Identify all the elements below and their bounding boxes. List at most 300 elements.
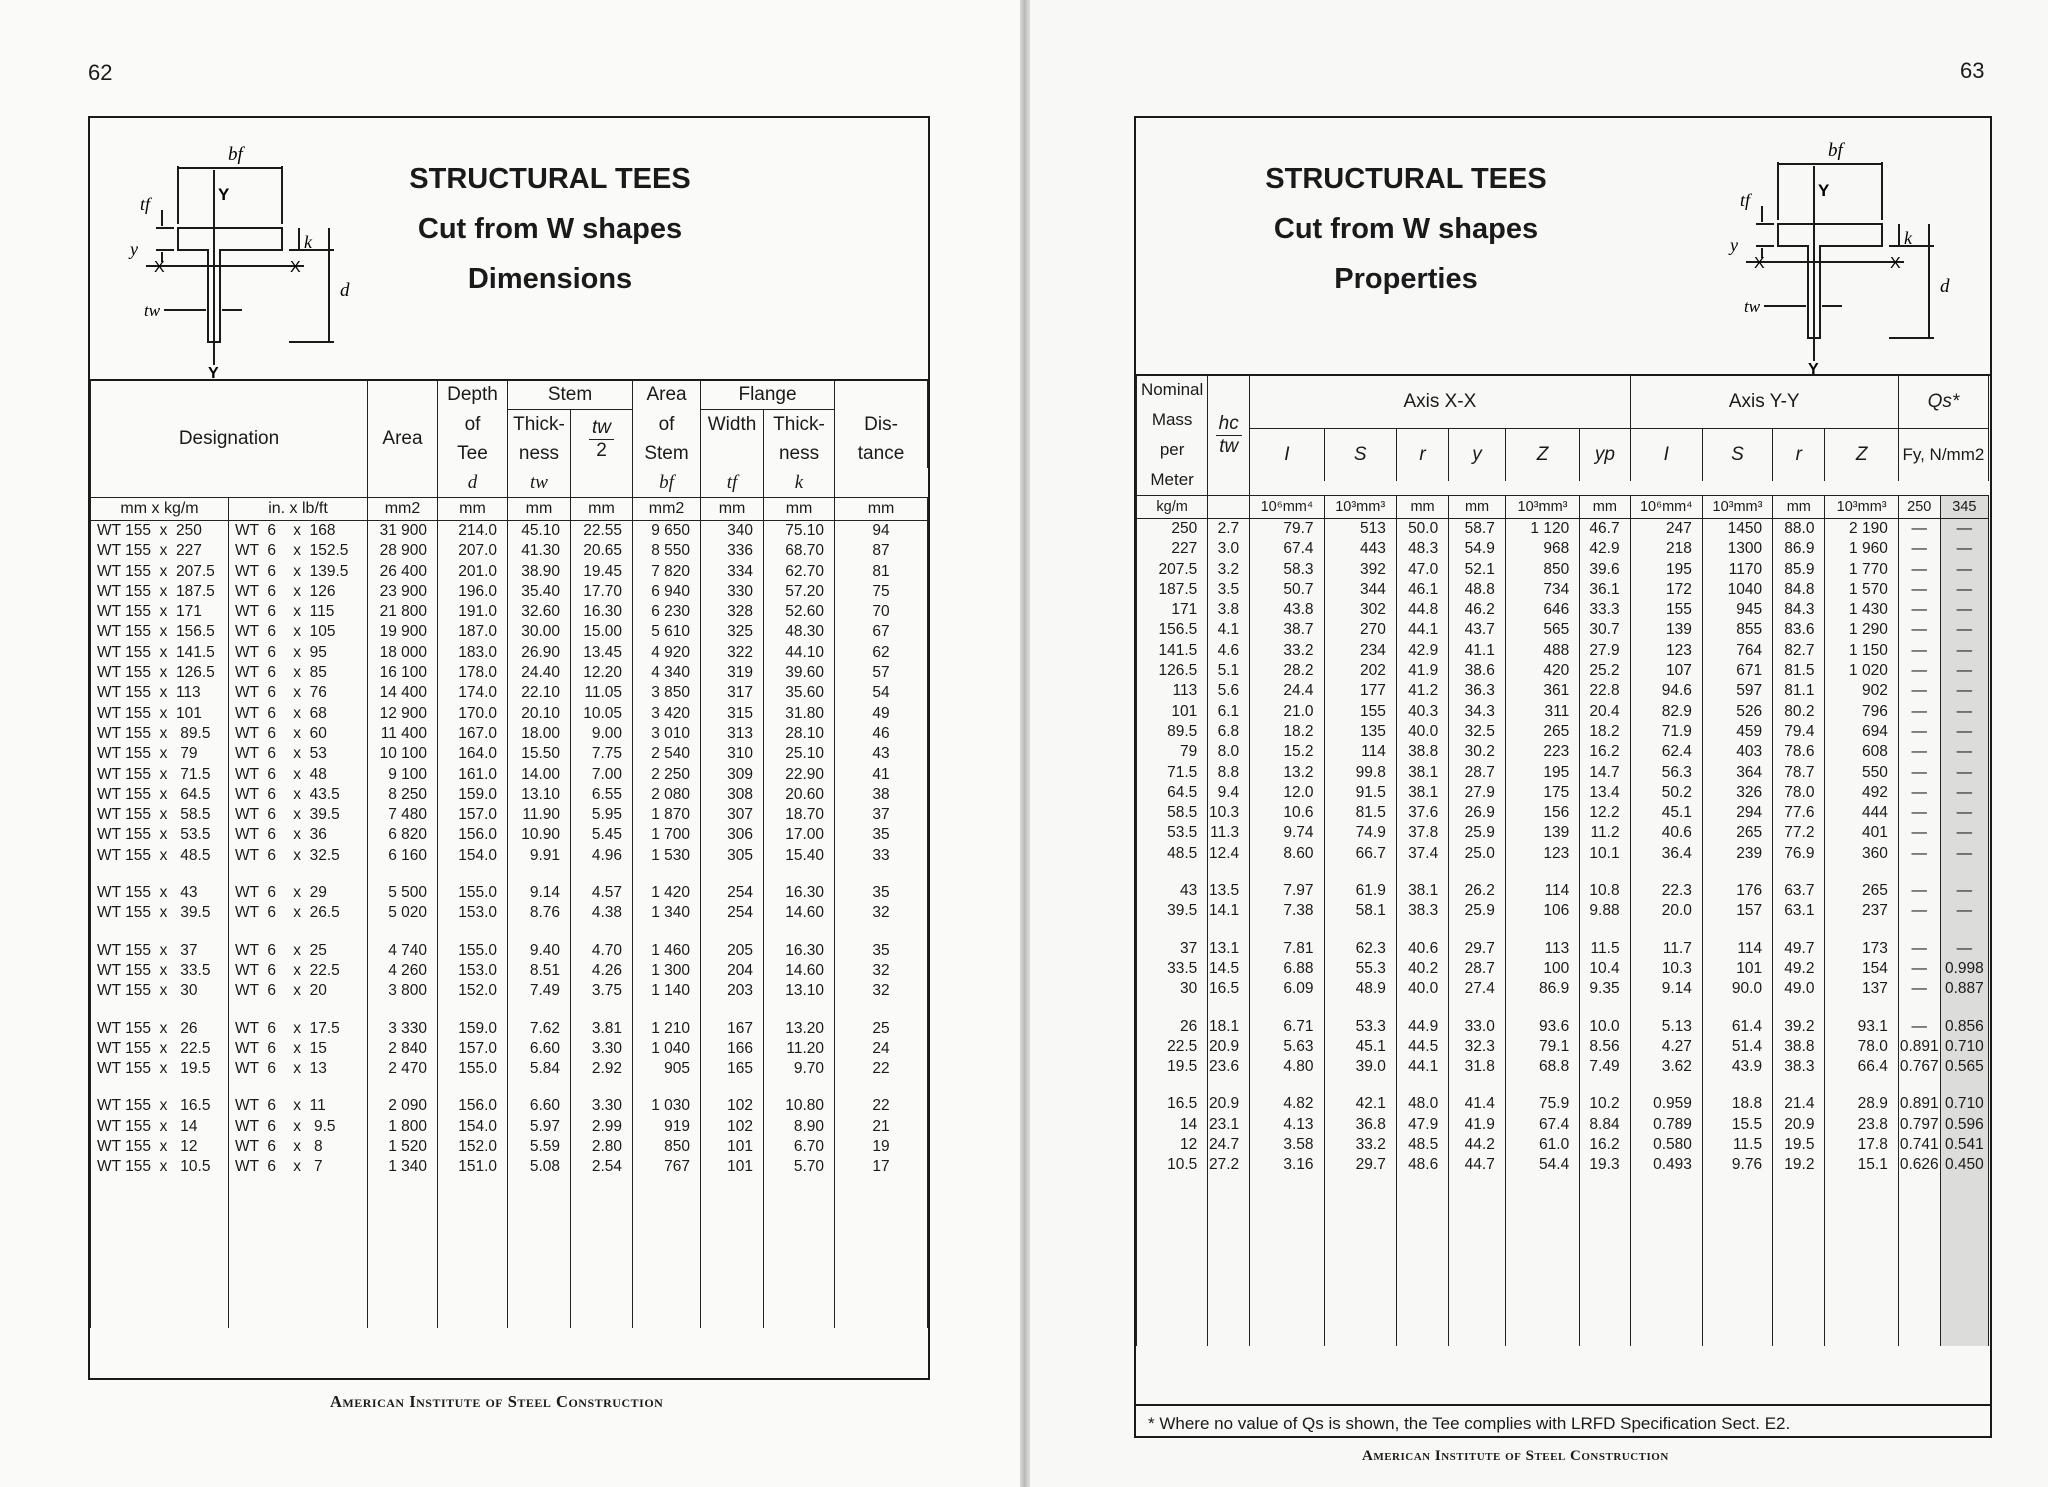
value-cell: 24 xyxy=(835,1039,928,1059)
value-cell: 2 250 xyxy=(633,765,701,785)
designation-cell: WT 155 x 53.5 xyxy=(91,825,229,845)
value-cell: 4 340 xyxy=(633,663,701,683)
distance-header-1: Dis- xyxy=(835,410,928,440)
table-row xyxy=(91,785,928,805)
value-cell: 159.0 xyxy=(438,785,508,805)
area-header: Area xyxy=(368,380,438,498)
value-cell: 12.20 xyxy=(571,663,633,683)
table-row xyxy=(1137,1094,1989,1114)
value-cell: 30.2 xyxy=(1449,742,1506,762)
value-cell: 20.10 xyxy=(508,704,571,724)
tee-section-diagram xyxy=(104,130,364,380)
value-cell: 340 xyxy=(701,521,764,542)
designation-cell: WT 6 x 11 xyxy=(229,1096,368,1116)
value-cell: 8.60 xyxy=(1250,844,1324,864)
value-cell: 79.7 xyxy=(1250,519,1324,540)
value-cell: 3.75 xyxy=(571,981,633,1001)
value-cell: — xyxy=(1898,881,1940,901)
table-row xyxy=(1137,959,1989,979)
value-cell: 31.8 xyxy=(1449,1057,1506,1077)
value-cell: 308 xyxy=(701,785,764,805)
nominal-mass-cell: 126.5 xyxy=(1137,661,1208,681)
nominal-mass-cell: 227 xyxy=(1137,539,1208,559)
nominal-mass-cell: 79 xyxy=(1137,742,1208,762)
value-cell: — xyxy=(1898,702,1940,722)
value-cell: 6 940 xyxy=(633,582,701,602)
value-cell: — xyxy=(1898,539,1940,559)
value-cell: 0.626 xyxy=(1898,1155,1940,1175)
nominal-mass-cell: 141.5 xyxy=(1137,641,1208,661)
value-cell: 1 040 xyxy=(633,1039,701,1059)
value-cell: — xyxy=(1898,560,1940,580)
d-label: d xyxy=(1940,276,1950,297)
value-cell: 905 xyxy=(633,1059,701,1079)
value-cell: 161.0 xyxy=(438,765,508,785)
nominal-mass-cell: 19.5 xyxy=(1137,1057,1208,1077)
value-cell: 47.0 xyxy=(1396,560,1448,580)
value-cell: — xyxy=(1940,519,1988,540)
flange-thickness-header-2: ness xyxy=(764,439,835,468)
value-cell: 94 xyxy=(835,521,928,542)
value-cell: 32 xyxy=(835,961,928,981)
value-cell: — xyxy=(1898,959,1940,979)
value-cell: 796 xyxy=(1825,702,1898,722)
table-row xyxy=(91,903,928,923)
value-cell: 5.08 xyxy=(508,1157,571,1177)
value-cell: 3.62 xyxy=(1630,1057,1702,1077)
unit-cell: mm xyxy=(438,498,508,521)
value-cell: 305 xyxy=(701,846,764,866)
value-cell: — xyxy=(1898,901,1940,921)
y-axis-label-top: Y xyxy=(1818,181,1830,200)
group-spacer xyxy=(91,866,928,883)
value-cell: 183.0 xyxy=(438,643,508,663)
value-cell: 20.60 xyxy=(764,785,835,805)
d-symbol: d xyxy=(438,468,508,498)
value-cell: 223 xyxy=(1505,742,1579,762)
designation-cell: WT 155 x 30 xyxy=(91,981,229,1001)
value-cell: — xyxy=(1940,580,1988,600)
nominal-mass-cell: 10.5 xyxy=(1137,1155,1208,1175)
value-cell: 101 xyxy=(1702,959,1772,979)
value-cell: 0.797 xyxy=(1898,1115,1940,1135)
value-cell: 170.0 xyxy=(438,704,508,724)
value-cell: 46 xyxy=(835,724,928,744)
value-cell: 43.8 xyxy=(1250,600,1324,620)
table-filler xyxy=(91,1178,928,1328)
designation-cell: WT 155 x 48.5 xyxy=(91,846,229,866)
value-cell: 6 160 xyxy=(368,846,438,866)
value-cell: 361 xyxy=(1505,681,1579,701)
value-cell: 44.1 xyxy=(1396,620,1448,640)
value-cell: 37.8 xyxy=(1396,823,1448,843)
value-cell: 11.3 xyxy=(1208,823,1250,843)
flange-width-header: Width xyxy=(701,410,764,440)
value-cell: 13.5 xyxy=(1208,881,1250,901)
table-row xyxy=(1137,539,1989,559)
value-cell: 3 010 xyxy=(633,724,701,744)
value-cell: 139 xyxy=(1505,823,1579,843)
value-cell: 4.26 xyxy=(571,961,633,981)
designation-cell: WT 6 x 126 xyxy=(229,582,368,602)
value-cell: 91.5 xyxy=(1324,783,1396,803)
designation-cell: WT 6 x 9.5 xyxy=(229,1117,368,1137)
value-cell: — xyxy=(1940,600,1988,620)
group-spacer xyxy=(91,1002,928,1019)
value-cell: 5.97 xyxy=(508,1117,571,1137)
value-cell: 82.7 xyxy=(1773,641,1825,661)
value-cell: 15.2 xyxy=(1250,742,1324,762)
group-spacer xyxy=(91,924,928,941)
value-cell: 66.7 xyxy=(1324,844,1396,864)
stem-thickness-header: Thick- xyxy=(508,410,571,440)
designation-cell: WT 155 x 12 xyxy=(91,1137,229,1157)
value-cell: 27.9 xyxy=(1580,641,1630,661)
value-cell: 13.10 xyxy=(764,981,835,1001)
designation-cell: WT 155 x 187.5 xyxy=(91,582,229,602)
value-cell: 154.0 xyxy=(438,846,508,866)
value-cell: 28 900 xyxy=(368,541,438,561)
value-cell: 22 xyxy=(835,1096,928,1116)
value-cell: 26.2 xyxy=(1449,881,1506,901)
unit-cell: mm2 xyxy=(368,498,438,521)
value-cell: 10.4 xyxy=(1580,959,1630,979)
table-row xyxy=(91,643,928,663)
value-cell: 71.9 xyxy=(1630,722,1702,742)
value-cell: 0.891 xyxy=(1898,1094,1940,1114)
value-cell: 93.1 xyxy=(1825,1017,1898,1037)
value-cell: 608 xyxy=(1825,742,1898,762)
value-cell: 968 xyxy=(1505,539,1579,559)
axis-xx-col-Z: Z xyxy=(1505,428,1579,481)
table-row xyxy=(91,582,928,602)
designation-cell: WT 6 x 95 xyxy=(229,643,368,663)
value-cell: 5.6 xyxy=(1208,681,1250,701)
value-cell: 11.20 xyxy=(764,1039,835,1059)
value-cell: 151.0 xyxy=(438,1157,508,1177)
value-cell: 3.58 xyxy=(1250,1135,1324,1155)
value-cell: 38.8 xyxy=(1396,742,1448,762)
value-cell: 154.0 xyxy=(438,1117,508,1137)
value-cell: 77.2 xyxy=(1773,823,1825,843)
value-cell: 1 430 xyxy=(1825,600,1898,620)
value-cell: 38.1 xyxy=(1396,763,1448,783)
page-section: Dimensions xyxy=(467,263,633,295)
page-subtitle: Cut from W shapes xyxy=(1273,213,1539,245)
table-row xyxy=(1137,722,1989,742)
table-row xyxy=(91,1039,928,1059)
value-cell: 123 xyxy=(1505,844,1579,864)
value-cell: 13.2 xyxy=(1250,763,1324,783)
value-cell: 1 700 xyxy=(633,825,701,845)
unit-cell: 345 xyxy=(1940,496,1988,519)
value-cell: 4.1 xyxy=(1208,620,1250,640)
value-cell: 87 xyxy=(835,541,928,561)
axis-yy-col-S: S xyxy=(1702,428,1772,481)
value-cell: 14.00 xyxy=(508,765,571,785)
designation-cell: WT 6 x 152.5 xyxy=(229,541,368,561)
value-cell: 565 xyxy=(1505,620,1579,640)
value-cell: 32 xyxy=(835,981,928,1001)
value-cell: 195 xyxy=(1505,763,1579,783)
value-cell: — xyxy=(1940,641,1988,661)
value-cell: 945 xyxy=(1702,600,1772,620)
x-axis-label-left: X xyxy=(1754,255,1765,272)
value-cell: 167 xyxy=(701,1019,764,1039)
value-cell: 23.8 xyxy=(1825,1115,1898,1135)
value-cell: 58.1 xyxy=(1324,901,1396,921)
value-cell: 35 xyxy=(835,883,928,903)
value-cell: 20.0 xyxy=(1630,901,1702,921)
nominal-mass-cell: 37 xyxy=(1137,939,1208,959)
value-cell: 46.7 xyxy=(1580,519,1630,540)
value-cell: 202 xyxy=(1324,661,1396,681)
value-cell: 154 xyxy=(1825,959,1898,979)
value-cell: 81 xyxy=(835,562,928,582)
value-cell: 9.00 xyxy=(571,724,633,744)
unit-cell: mm xyxy=(1580,496,1630,519)
k-label: k xyxy=(1904,228,1912,248)
value-cell: 85.9 xyxy=(1773,560,1825,580)
designation-cell: WT 155 x 207.5 xyxy=(91,562,229,582)
value-cell: 172 xyxy=(1630,580,1702,600)
value-cell: 39.2 xyxy=(1773,1017,1825,1037)
value-cell: 1 770 xyxy=(1825,560,1898,580)
value-cell: 48.9 xyxy=(1324,979,1396,999)
value-cell: 17.70 xyxy=(571,582,633,602)
value-cell: 50.2 xyxy=(1630,783,1702,803)
value-cell: 201.0 xyxy=(438,562,508,582)
value-cell: 1 420 xyxy=(633,883,701,903)
value-cell: 155 xyxy=(1630,600,1702,620)
designation-cell: WT 6 x 13 xyxy=(229,1059,368,1079)
unit-cell: kg/m xyxy=(1137,496,1208,519)
value-cell: 48.8 xyxy=(1449,580,1506,600)
value-cell: 41.2 xyxy=(1396,681,1448,701)
designation-cell: WT 6 x 17.5 xyxy=(229,1019,368,1039)
value-cell: — xyxy=(1898,783,1940,803)
value-cell: 1 030 xyxy=(633,1096,701,1116)
axis-xx-col-S: S xyxy=(1324,428,1396,481)
value-cell: 29.7 xyxy=(1324,1155,1396,1175)
table-row xyxy=(1137,1037,1989,1057)
value-cell: 16.5 xyxy=(1208,979,1250,999)
unit-cell: mm xyxy=(764,498,835,521)
value-cell: 5.84 xyxy=(508,1059,571,1079)
value-cell: 336 xyxy=(701,541,764,561)
value-cell: 37.4 xyxy=(1396,844,1448,864)
value-cell: 173 xyxy=(1825,939,1898,959)
value-cell: 12.0 xyxy=(1250,783,1324,803)
value-cell: 513 xyxy=(1324,519,1396,540)
value-cell: 44.1 xyxy=(1396,1057,1448,1077)
table-row xyxy=(91,846,928,866)
nominal-mass-cell: 207.5 xyxy=(1137,560,1208,580)
nominal-mass-cell: 22.5 xyxy=(1137,1037,1208,1057)
value-cell: 58.3 xyxy=(1250,560,1324,580)
depth-header-3: Tee xyxy=(438,439,508,468)
nominal-mass-cell: 187.5 xyxy=(1137,580,1208,600)
y-axis-label-top: Y xyxy=(218,185,230,204)
table-row xyxy=(1137,600,1989,620)
value-cell: 4 740 xyxy=(368,941,438,961)
value-cell: 107 xyxy=(1630,661,1702,681)
value-cell: — xyxy=(1898,979,1940,999)
value-cell: 18.8 xyxy=(1702,1094,1772,1114)
value-cell: 38.1 xyxy=(1396,881,1448,901)
value-cell: 204 xyxy=(701,961,764,981)
value-cell: 14.60 xyxy=(764,903,835,923)
blank xyxy=(701,439,764,468)
d-label: d xyxy=(340,280,350,301)
value-cell: 5.59 xyxy=(508,1137,571,1157)
value-cell: 2.92 xyxy=(571,1059,633,1079)
value-cell: 3.16 xyxy=(1250,1155,1324,1175)
value-cell: 9.88 xyxy=(1580,901,1630,921)
group-spacer xyxy=(1137,1000,1989,1017)
value-cell: 5.63 xyxy=(1250,1037,1324,1057)
value-cell: 44.5 xyxy=(1396,1037,1448,1057)
axis-xx-col-I: I xyxy=(1250,428,1324,481)
value-cell: 902 xyxy=(1825,681,1898,701)
value-cell: 174.0 xyxy=(438,683,508,703)
value-cell: 191.0 xyxy=(438,602,508,622)
value-cell: 9.91 xyxy=(508,846,571,866)
value-cell: 61.4 xyxy=(1702,1017,1772,1037)
value-cell: 0.767 xyxy=(1898,1057,1940,1077)
value-cell: 20.9 xyxy=(1208,1037,1250,1057)
table-row xyxy=(91,541,928,561)
value-cell: 313 xyxy=(701,724,764,744)
value-cell: 13.10 xyxy=(508,785,571,805)
value-cell: 17 xyxy=(835,1157,928,1177)
table-row xyxy=(91,622,928,642)
value-cell: 10.3 xyxy=(1208,803,1250,823)
designation-cell: WT 155 x 10.5 xyxy=(91,1157,229,1177)
value-cell: 33.3 xyxy=(1580,600,1630,620)
designation-cell: WT 6 x 25 xyxy=(229,941,368,961)
value-cell: 55.3 xyxy=(1324,959,1396,979)
value-cell: 156.0 xyxy=(438,1096,508,1116)
value-cell: 492 xyxy=(1825,783,1898,803)
value-cell: 459 xyxy=(1702,722,1772,742)
value-cell: 9.76 xyxy=(1702,1155,1772,1175)
value-cell: 2 090 xyxy=(368,1096,438,1116)
designation-cell: WT 6 x 32.5 xyxy=(229,846,368,866)
value-cell: 5.70 xyxy=(764,1157,835,1177)
value-cell: 114 xyxy=(1505,881,1579,901)
fy-header: Fy, N/mm2 xyxy=(1898,428,1988,481)
value-cell: 32.60 xyxy=(508,602,571,622)
value-cell: 311 xyxy=(1505,702,1579,722)
value-cell: 157.0 xyxy=(438,1039,508,1059)
value-cell: 50.7 xyxy=(1250,580,1324,600)
value-cell: 364 xyxy=(1702,763,1772,783)
value-cell: 30.7 xyxy=(1580,620,1630,640)
value-cell: 10.3 xyxy=(1630,959,1702,979)
value-cell: 270 xyxy=(1324,620,1396,640)
value-cell: 27.2 xyxy=(1208,1155,1250,1175)
value-cell: 5.95 xyxy=(571,805,633,825)
value-cell: 28.10 xyxy=(764,724,835,744)
value-cell: — xyxy=(1898,620,1940,640)
table-row xyxy=(91,562,928,582)
designation-cell: WT 6 x 43.5 xyxy=(229,785,368,805)
value-cell: 187.0 xyxy=(438,622,508,642)
value-cell: 344 xyxy=(1324,580,1396,600)
value-cell: 49.7 xyxy=(1773,939,1825,959)
value-cell: 196.0 xyxy=(438,582,508,602)
value-cell: 1300 xyxy=(1702,539,1772,559)
value-cell: 2.54 xyxy=(571,1157,633,1177)
group-spacer xyxy=(1137,922,1989,939)
nominal-mass-cell: 113 xyxy=(1137,681,1208,701)
value-cell: 9 100 xyxy=(368,765,438,785)
designation-header: Designation xyxy=(91,380,368,498)
nominal-mass-cell: 53.5 xyxy=(1137,823,1208,843)
table-row xyxy=(91,825,928,845)
value-cell: 6.09 xyxy=(1250,979,1324,999)
value-cell: 3.8 xyxy=(1208,600,1250,620)
value-cell: 7.49 xyxy=(1580,1057,1630,1077)
value-cell: 48.0 xyxy=(1396,1094,1448,1114)
value-cell: 11.5 xyxy=(1580,939,1630,959)
designation-cell: WT 155 x 37 xyxy=(91,941,229,961)
value-cell: 44.7 xyxy=(1449,1155,1506,1175)
value-cell: 403 xyxy=(1702,742,1772,762)
value-cell: 5.1 xyxy=(1208,661,1250,681)
value-cell: 317 xyxy=(701,683,764,703)
value-cell: 61.9 xyxy=(1324,881,1396,901)
table-row xyxy=(1137,1017,1989,1037)
value-cell: 18.2 xyxy=(1250,722,1324,742)
designation-cell: WT 155 x 39.5 xyxy=(91,903,229,923)
depth-header-2: of xyxy=(438,410,508,440)
footnote: * Where no value of Qs is shown, the Tee complies with LRFD Specification Sect. E2. xyxy=(1148,1414,1791,1433)
value-cell: 10.6 xyxy=(1250,803,1324,823)
value-cell: 153.0 xyxy=(438,961,508,981)
axis-yy-col-Z: Z xyxy=(1825,428,1898,481)
value-cell: — xyxy=(1940,881,1988,901)
value-cell: 3.2 xyxy=(1208,560,1250,580)
value-cell: 157 xyxy=(1702,901,1772,921)
value-cell: 33 xyxy=(835,846,928,866)
value-cell: 16.30 xyxy=(571,602,633,622)
depth-header: Depth xyxy=(438,380,508,410)
value-cell: 94.6 xyxy=(1630,681,1702,701)
value-cell: 16.2 xyxy=(1580,1135,1630,1155)
value-cell: 850 xyxy=(633,1137,701,1157)
value-cell: 2.7 xyxy=(1208,519,1250,540)
value-cell: 81.5 xyxy=(1773,661,1825,681)
unit-cell: mm2 xyxy=(633,498,701,521)
value-cell: 8.90 xyxy=(764,1117,835,1137)
value-cell: 17.8 xyxy=(1825,1135,1898,1155)
value-cell: 1450 xyxy=(1702,519,1772,540)
value-cell: 102 xyxy=(701,1117,764,1137)
value-cell: 54 xyxy=(835,683,928,703)
table-row xyxy=(91,1096,928,1116)
value-cell: 100 xyxy=(1505,959,1579,979)
value-cell: 4 920 xyxy=(633,643,701,663)
value-cell: 48.5 xyxy=(1396,1135,1448,1155)
value-cell: 322 xyxy=(701,643,764,663)
value-cell: 70 xyxy=(835,602,928,622)
value-cell: 4.57 xyxy=(571,883,633,903)
value-cell: 4 260 xyxy=(368,961,438,981)
value-cell: 176 xyxy=(1702,881,1772,901)
value-cell: 23.1 xyxy=(1208,1115,1250,1135)
